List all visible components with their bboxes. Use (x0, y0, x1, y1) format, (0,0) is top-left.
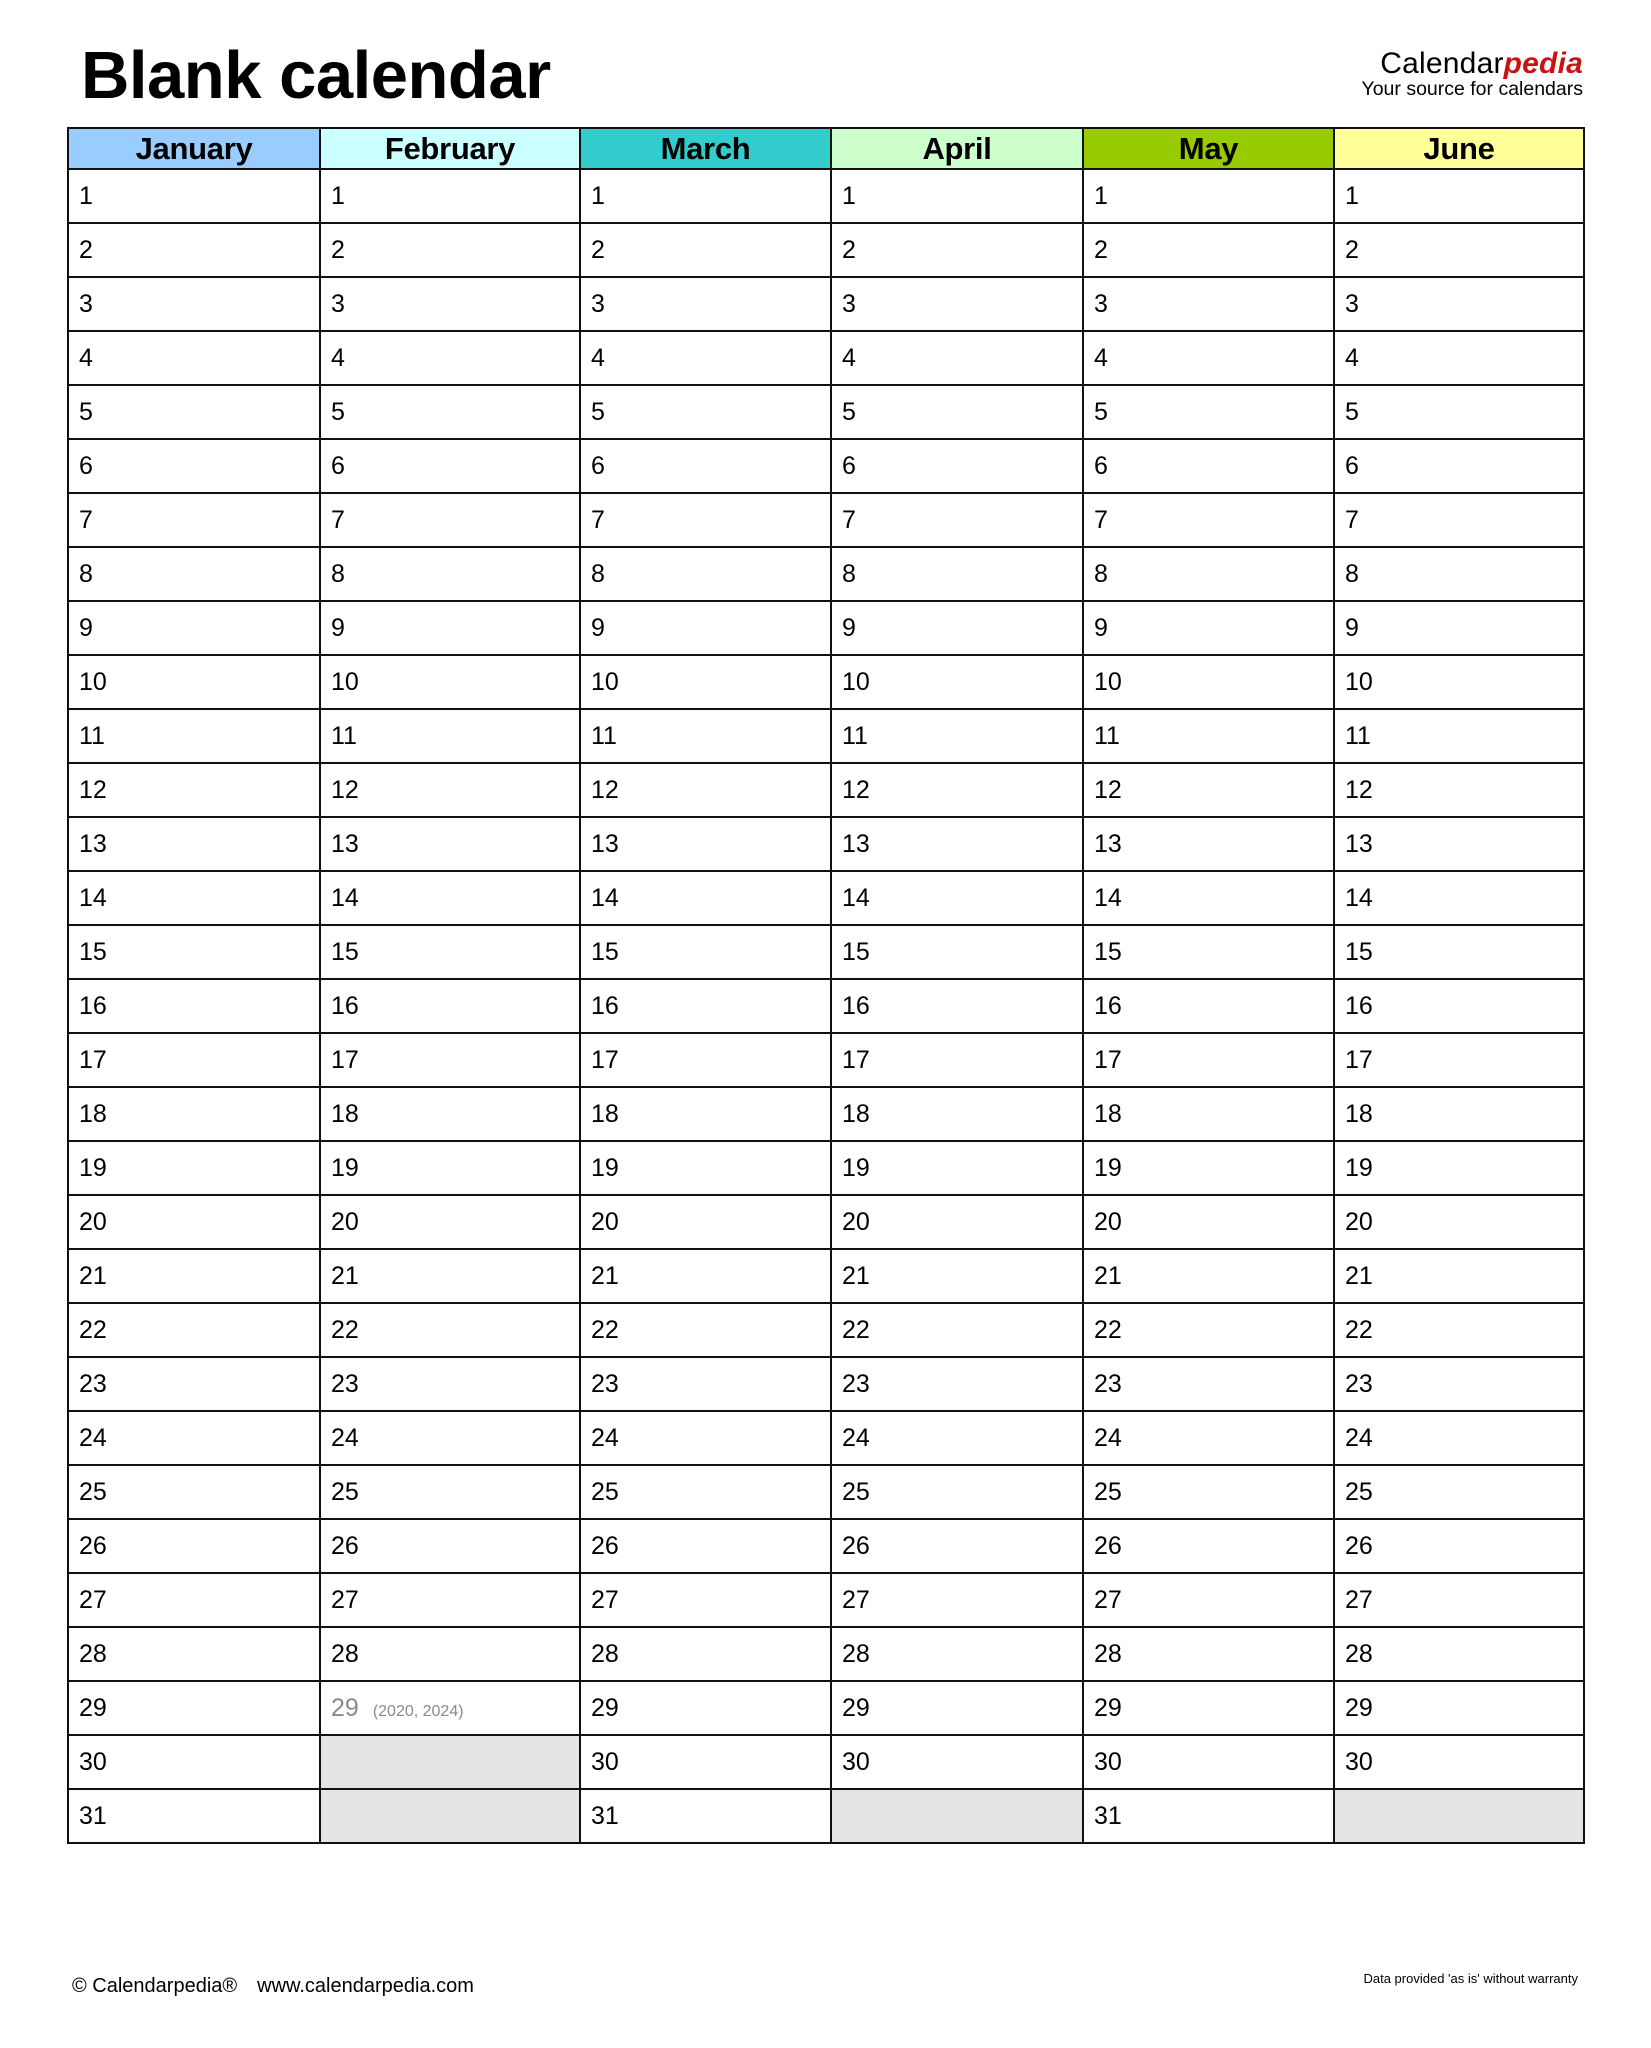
day-cell[interactable]: 19 (1083, 1141, 1334, 1195)
day-cell[interactable]: 19 (831, 1141, 1083, 1195)
logo-brand-part1: Calendar (1380, 47, 1504, 80)
calendarpedia-logo (1362, 48, 1584, 99)
day-cell[interactable]: 1 (1334, 169, 1584, 223)
day-cell[interactable]: 17 (320, 1033, 580, 1087)
day-cell[interactable]: 31 (68, 1789, 320, 1843)
day-cell[interactable]: 4 (580, 331, 831, 385)
day-cell[interactable]: 26 (320, 1519, 580, 1573)
day-cell[interactable]: 31 (580, 1789, 831, 1843)
logo-brand-part2: pedia (1503, 47, 1583, 80)
day-cell[interactable]: 5 (831, 385, 1083, 439)
day-cell[interactable]: 23 (831, 1357, 1083, 1411)
day-cell[interactable]: 28 (580, 1627, 831, 1681)
website-link[interactable]: www.calendarpedia.com (257, 1975, 474, 1997)
day-cell[interactable]: 9 (320, 601, 580, 655)
day-cell[interactable]: 14 (580, 871, 831, 925)
day-cell[interactable]: 22 (68, 1303, 320, 1357)
day-cell[interactable]: 30 (831, 1735, 1083, 1789)
page-title: Blank calendar (81, 38, 551, 113)
day-cell[interactable]: 23 (1334, 1357, 1584, 1411)
day-cell[interactable]: 26 (831, 1519, 1083, 1573)
day-cell[interactable]: 24 (580, 1411, 831, 1465)
day-cell[interactable]: 2 (1083, 223, 1334, 277)
day-cell[interactable]: 14 (1334, 871, 1584, 925)
day-cell[interactable]: 30 (1334, 1735, 1584, 1789)
day-cell[interactable]: 18 (831, 1087, 1083, 1141)
day-cell[interactable]: 17 (831, 1033, 1083, 1087)
day-cell[interactable]: 14 (68, 871, 320, 925)
calendar-body (68, 169, 1584, 1843)
day-row-14 (68, 871, 1584, 925)
day-cell[interactable]: 7 (1083, 493, 1334, 547)
day-cell[interactable]: 16 (68, 979, 320, 1033)
day-cell[interactable]: 8 (68, 547, 320, 601)
day-cell[interactable]: 17 (1083, 1033, 1334, 1087)
day-cell[interactable]: 29 (1334, 1681, 1584, 1735)
day-cell[interactable]: 3 (1083, 277, 1334, 331)
day-row-26 (68, 1519, 1584, 1573)
day-cell[interactable]: 22 (1083, 1303, 1334, 1357)
day-cell[interactable]: 10 (68, 655, 320, 709)
day-cell[interactable]: 20 (68, 1195, 320, 1249)
day-cell[interactable]: 2 (580, 223, 831, 277)
month-header-february: February (320, 128, 580, 169)
day-cell[interactable]: 8 (1083, 547, 1334, 601)
day-cell[interactable]: 11 (1334, 709, 1584, 763)
day-cell[interactable]: 26 (1334, 1519, 1584, 1573)
day-cell[interactable]: 10 (1083, 655, 1334, 709)
day-cell[interactable]: 25 (1334, 1465, 1584, 1519)
day-cell[interactable]: 8 (1334, 547, 1584, 601)
day-row-11 (68, 709, 1584, 763)
day-cell[interactable]: 3 (1334, 277, 1584, 331)
footer-disclaimer: Data provided 'as is' without warranty (1363, 1971, 1578, 1986)
day-cell[interactable]: 15 (68, 925, 320, 979)
day-row-2 (68, 223, 1584, 277)
day-cell[interactable]: 1 (1083, 169, 1334, 223)
day-cell[interactable]: 13 (1083, 817, 1334, 871)
day-cell[interactable]: 23 (580, 1357, 831, 1411)
day-cell[interactable]: 13 (831, 817, 1083, 871)
day-cell[interactable]: 2 (1334, 223, 1584, 277)
day-row-9 (68, 601, 1584, 655)
day-cell[interactable]: 24 (68, 1411, 320, 1465)
day-cell[interactable]: 16 (1334, 979, 1584, 1033)
day-cell[interactable]: 20 (1334, 1195, 1584, 1249)
day-cell[interactable]: 6 (831, 439, 1083, 493)
day-cell[interactable]: 6 (320, 439, 580, 493)
day-cell[interactable]: 30 (1083, 1735, 1334, 1789)
day-cell[interactable]: 6 (580, 439, 831, 493)
day-cell[interactable]: 9 (68, 601, 320, 655)
day-cell[interactable]: 4 (831, 331, 1083, 385)
day-cell[interactable]: 15 (320, 925, 580, 979)
day-cell[interactable]: 29 (1083, 1681, 1334, 1735)
day-cell[interactable]: 25 (580, 1465, 831, 1519)
day-cell[interactable]: 7 (831, 493, 1083, 547)
day-cell[interactable]: 14 (320, 871, 580, 925)
day-cell[interactable]: 3 (831, 277, 1083, 331)
day-cell[interactable]: 20 (1083, 1195, 1334, 1249)
day-row-31 (68, 1789, 1584, 1843)
day-cell[interactable]: 12 (320, 763, 580, 817)
day-cell[interactable]: 21 (1334, 1249, 1584, 1303)
day-cell[interactable]: 26 (68, 1519, 320, 1573)
day-cell[interactable]: 8 (320, 547, 580, 601)
day-row-28 (68, 1627, 1584, 1681)
day-cell[interactable]: 7 (1334, 493, 1584, 547)
day-cell[interactable]: 13 (320, 817, 580, 871)
day-row-17 (68, 1033, 1584, 1087)
day-cell[interactable]: 28 (1334, 1627, 1584, 1681)
day-cell[interactable]: 9 (1083, 601, 1334, 655)
day-cell[interactable]: 18 (580, 1087, 831, 1141)
day-cell[interactable]: 6 (1083, 439, 1334, 493)
day-cell[interactable]: 30 (580, 1735, 831, 1789)
day-cell[interactable]: 5 (68, 385, 320, 439)
day-cell[interactable]: 8 (580, 547, 831, 601)
day-cell[interactable]: 27 (320, 1573, 580, 1627)
day-cell[interactable]: 24 (320, 1411, 580, 1465)
month-header-may: May (1083, 128, 1334, 169)
copyright-text: © Calendarpedia® (72, 1975, 238, 1997)
day-cell[interactable]: 11 (580, 709, 831, 763)
day-cell[interactable]: 14 (1083, 871, 1334, 925)
day-cell[interactable]: 27 (831, 1573, 1083, 1627)
day-cell[interactable]: 8 (831, 547, 1083, 601)
day-cell[interactable]: 23 (320, 1357, 580, 1411)
day-cell[interactable]: 19 (1334, 1141, 1584, 1195)
empty-day-cell (320, 1735, 580, 1789)
day-cell[interactable]: 1 (320, 169, 580, 223)
day-cell[interactable]: 10 (831, 655, 1083, 709)
day-cell[interactable]: 19 (580, 1141, 831, 1195)
day-cell[interactable]: 9 (580, 601, 831, 655)
day-cell[interactable]: 13 (580, 817, 831, 871)
day-cell[interactable]: 6 (1334, 439, 1584, 493)
day-cell[interactable]: 20 (320, 1195, 580, 1249)
day-cell[interactable]: 11 (831, 709, 1083, 763)
footer-copyright (72, 1974, 474, 1998)
day-row-10 (68, 655, 1584, 709)
leap-year-note: (2020, 2024) (372, 1702, 464, 1720)
day-row-22 (68, 1303, 1584, 1357)
day-row-8 (68, 547, 1584, 601)
day-cell[interactable]: 9 (831, 601, 1083, 655)
day-cell[interactable]: 24 (1334, 1411, 1584, 1465)
day-cell[interactable]: 29 (831, 1681, 1083, 1735)
day-cell[interactable]: 24 (831, 1411, 1083, 1465)
logo-wordmark (1362, 48, 1584, 80)
day-cell[interactable]: 12 (580, 763, 831, 817)
day-cell[interactable]: 13 (1334, 817, 1584, 871)
day-cell[interactable]: 1 (831, 169, 1083, 223)
leap-day-number: 29 (331, 1693, 359, 1722)
day-cell[interactable]: 12 (68, 763, 320, 817)
day-cell[interactable]: 3 (68, 277, 320, 331)
day-cell[interactable]: 11 (68, 709, 320, 763)
day-cell[interactable]: 3 (580, 277, 831, 331)
day-row-29 (68, 1681, 1584, 1735)
day-cell[interactable]: 14 (831, 871, 1083, 925)
day-cell[interactable]: 28 (831, 1627, 1083, 1681)
day-cell[interactable]: 1 (580, 169, 831, 223)
day-row-12 (68, 763, 1584, 817)
day-cell[interactable]: 24 (1083, 1411, 1334, 1465)
day-cell[interactable]: 30 (68, 1735, 320, 1789)
day-cell[interactable]: 29 (68, 1681, 320, 1735)
day-cell[interactable]: 15 (580, 925, 831, 979)
day-row-13 (68, 817, 1584, 871)
day-cell[interactable]: 11 (1083, 709, 1334, 763)
day-cell[interactable]: 16 (320, 979, 580, 1033)
day-cell[interactable]: 21 (1083, 1249, 1334, 1303)
day-cell[interactable]: 10 (1334, 655, 1584, 709)
day-row-1 (68, 169, 1584, 223)
day-cell[interactable]: 6 (68, 439, 320, 493)
day-cell[interactable]: 5 (1334, 385, 1584, 439)
day-row-18 (68, 1087, 1584, 1141)
day-cell[interactable]: 28 (320, 1627, 580, 1681)
day-cell[interactable]: 4 (320, 331, 580, 385)
day-row-4 (68, 331, 1584, 385)
day-row-3 (68, 277, 1584, 331)
day-cell[interactable]: 26 (580, 1519, 831, 1573)
day-cell[interactable]: 2 (831, 223, 1083, 277)
day-cell[interactable]: 27 (1334, 1573, 1584, 1627)
day-row-20 (68, 1195, 1584, 1249)
day-cell[interactable]: 1 (68, 169, 320, 223)
day-cell[interactable]: 29 (580, 1681, 831, 1735)
month-header-april: April (831, 128, 1083, 169)
day-cell[interactable]: 21 (580, 1249, 831, 1303)
day-cell[interactable]: 7 (580, 493, 831, 547)
day-cell[interactable]: 4 (68, 331, 320, 385)
day-cell[interactable]: 18 (1083, 1087, 1334, 1141)
day-cell[interactable]: 21 (68, 1249, 320, 1303)
day-cell[interactable]: 25 (831, 1465, 1083, 1519)
day-cell[interactable]: 20 (831, 1195, 1083, 1249)
day-cell[interactable]: 21 (831, 1249, 1083, 1303)
month-header-june: June (1334, 128, 1584, 169)
day-cell[interactable]: 10 (580, 655, 831, 709)
day-cell[interactable]: 16 (1083, 979, 1334, 1033)
logo-tagline: Your source for calendars (1361, 78, 1583, 100)
day-cell[interactable]: 15 (831, 925, 1083, 979)
leap-day-cell[interactable] (320, 1681, 580, 1735)
day-cell[interactable]: 18 (320, 1087, 580, 1141)
day-cell[interactable]: 18 (68, 1087, 320, 1141)
day-row-21 (68, 1249, 1584, 1303)
empty-day-cell (831, 1789, 1083, 1843)
day-row-6 (68, 439, 1584, 493)
day-cell[interactable]: 19 (320, 1141, 580, 1195)
day-cell[interactable]: 10 (320, 655, 580, 709)
day-cell[interactable]: 26 (1083, 1519, 1334, 1573)
day-cell[interactable]: 21 (320, 1249, 580, 1303)
day-cell[interactable]: 2 (320, 223, 580, 277)
day-cell[interactable]: 4 (1334, 331, 1584, 385)
day-row-19 (68, 1141, 1584, 1195)
day-cell[interactable]: 17 (1334, 1033, 1584, 1087)
day-cell[interactable]: 13 (68, 817, 320, 871)
day-cell[interactable]: 3 (320, 277, 580, 331)
day-cell[interactable]: 7 (68, 493, 320, 547)
day-cell[interactable]: 22 (320, 1303, 580, 1357)
day-cell[interactable]: 12 (1334, 763, 1584, 817)
month-header-row (68, 128, 1584, 169)
day-row-15 (68, 925, 1584, 979)
day-cell[interactable]: 22 (1334, 1303, 1584, 1357)
day-cell[interactable]: 23 (68, 1357, 320, 1411)
day-row-23 (68, 1357, 1584, 1411)
day-cell[interactable]: 15 (1334, 925, 1584, 979)
calendar-grid (67, 127, 1585, 1844)
day-cell[interactable]: 17 (580, 1033, 831, 1087)
day-cell[interactable]: 22 (831, 1303, 1083, 1357)
day-cell[interactable]: 5 (320, 385, 580, 439)
day-cell[interactable]: 15 (1083, 925, 1334, 979)
day-cell[interactable]: 19 (68, 1141, 320, 1195)
month-header-january: January (68, 128, 320, 169)
day-cell[interactable]: 17 (68, 1033, 320, 1087)
day-row-27 (68, 1573, 1584, 1627)
day-row-16 (68, 979, 1584, 1033)
day-row-30 (68, 1735, 1584, 1789)
day-cell[interactable]: 20 (580, 1195, 831, 1249)
day-cell[interactable]: 27 (580, 1573, 831, 1627)
day-cell[interactable]: 23 (1083, 1357, 1334, 1411)
day-cell[interactable]: 2 (68, 223, 320, 277)
day-row-7 (68, 493, 1584, 547)
day-cell[interactable]: 28 (1083, 1627, 1334, 1681)
day-cell[interactable]: 16 (831, 979, 1083, 1033)
day-row-24 (68, 1411, 1584, 1465)
day-cell[interactable]: 25 (68, 1465, 320, 1519)
month-header-march: March (580, 128, 831, 169)
day-row-25 (68, 1465, 1584, 1519)
day-cell[interactable]: 28 (68, 1627, 320, 1681)
day-cell[interactable]: 18 (1334, 1087, 1584, 1141)
day-cell[interactable]: 11 (320, 709, 580, 763)
day-cell[interactable]: 12 (831, 763, 1083, 817)
day-cell[interactable]: 31 (1083, 1789, 1334, 1843)
day-cell[interactable]: 4 (1083, 331, 1334, 385)
empty-day-cell (320, 1789, 580, 1843)
day-cell[interactable]: 25 (320, 1465, 580, 1519)
day-cell[interactable]: 5 (1083, 385, 1334, 439)
day-cell[interactable]: 12 (1083, 763, 1334, 817)
day-cell[interactable]: 27 (68, 1573, 320, 1627)
day-cell[interactable]: 22 (580, 1303, 831, 1357)
day-cell[interactable]: 16 (580, 979, 831, 1033)
day-row-5 (68, 385, 1584, 439)
day-cell[interactable]: 25 (1083, 1465, 1334, 1519)
day-cell[interactable]: 27 (1083, 1573, 1334, 1627)
day-cell[interactable]: 7 (320, 493, 580, 547)
day-cell[interactable]: 5 (580, 385, 831, 439)
day-cell[interactable]: 9 (1334, 601, 1584, 655)
empty-day-cell (1334, 1789, 1584, 1843)
